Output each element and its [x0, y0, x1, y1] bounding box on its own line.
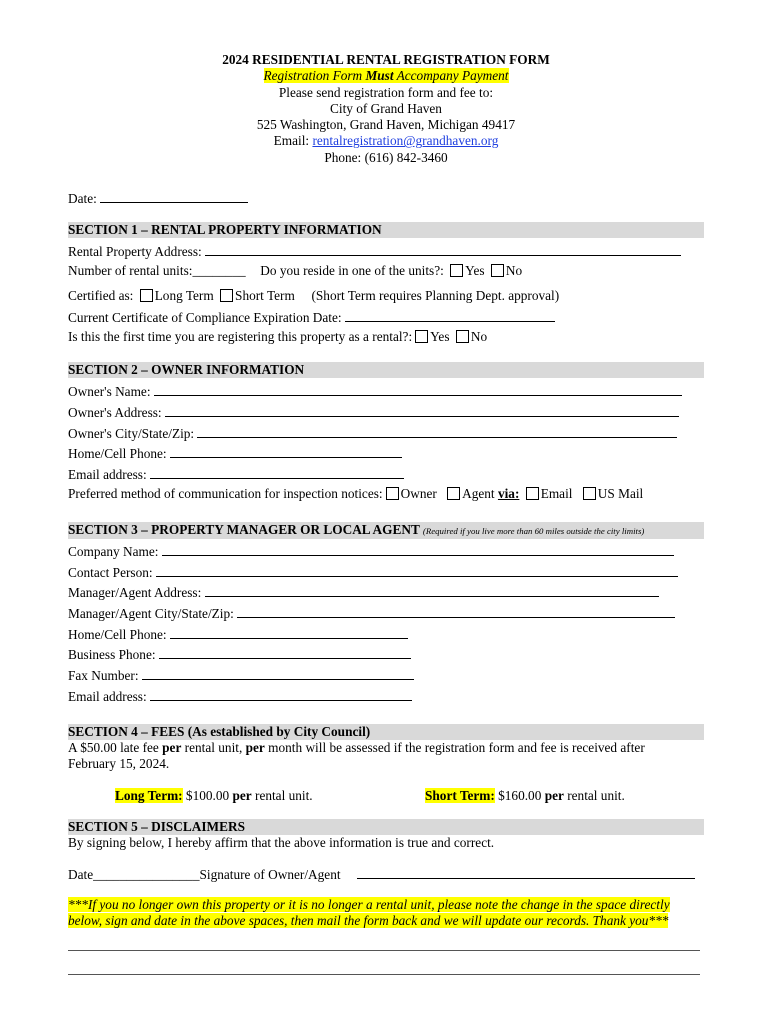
payment-note: Registration Form Must Accompany Payment — [263, 68, 509, 84]
section3-heading: SECTION 3 – PROPERTY MANAGER OR LOCAL AGENT (Required if you live more than 60 miles outside the city limits) — [68, 522, 704, 539]
contact-field[interactable] — [156, 564, 678, 577]
owner-address-row: Owner's Address: — [68, 404, 679, 421]
signature-field[interactable] — [357, 866, 695, 879]
owner-phone-field[interactable] — [170, 445, 402, 458]
reside-yes-checkbox[interactable] — [450, 264, 463, 277]
owner-csz-field[interactable] — [197, 425, 677, 438]
phone-line: Phone: (616) 842-3460 — [324, 149, 448, 165]
short-term-checkbox[interactable] — [220, 289, 233, 302]
cert-exp-row: Current Certificate of Compliance Expiration Date: — [68, 309, 555, 326]
owner-phone-row: Home/Cell Phone: — [68, 445, 402, 462]
contact-row: Contact Person: — [68, 564, 678, 581]
certified-row: Certified as: Long Term Short Term (Short Term requires Planning Dept. approval) — [68, 288, 560, 303]
short-term-note: (Short Term requires Planning Dept. approval) — [311, 288, 560, 303]
fax-field[interactable] — [142, 667, 414, 680]
late-fee-line2: February 15, 2024. — [68, 756, 170, 771]
agent-csz-row: Manager/Agent City/State/Zip: — [68, 605, 675, 622]
owner-address-field[interactable] — [165, 404, 679, 417]
date-row: Date: — [68, 190, 248, 207]
signature-row — [68, 866, 695, 883]
agent-csz-field[interactable] — [237, 605, 675, 618]
first-time-yes-checkbox[interactable] — [415, 330, 428, 343]
agent-phone-row: Home/Cell Phone: — [68, 626, 408, 643]
company-row: Company Name: — [68, 543, 674, 560]
agent-email-field[interactable] — [150, 688, 412, 701]
section1-heading: SECTION 1 – RENTAL PROPERTY INFORMATION — [68, 222, 704, 238]
long-term-checkbox[interactable] — [140, 289, 153, 302]
short-term-fee: Short Term: $160.00 per rental unit. — [425, 788, 625, 803]
date-field[interactable] — [100, 190, 248, 203]
rental-address-field[interactable] — [205, 243, 681, 256]
business-phone-row: Business Phone: — [68, 646, 411, 663]
signature-label: Date________________Signature of Owner/Agent — [68, 867, 341, 882]
company-field[interactable] — [162, 543, 674, 556]
units-label: Number of rental units:________ — [68, 263, 246, 278]
agent-address-row: Manager/Agent Address: — [68, 584, 659, 601]
section4-heading: SECTION 4 – FEES (As established by City Council) — [68, 724, 704, 740]
pref-usmail-checkbox[interactable] — [583, 487, 596, 500]
org-name: City of Grand Haven — [330, 100, 442, 116]
agent-address-field[interactable] — [205, 584, 659, 597]
reside-label: Do you reside in one of the units?: — [260, 263, 444, 278]
section3-note: (Required if you live more than 60 miles outside the city limits) — [422, 526, 645, 536]
section2-heading: SECTION 2 – OWNER INFORMATION — [68, 362, 704, 378]
owner-name-field[interactable] — [154, 383, 682, 396]
pref-comm-row: Preferred method of communication for inspection notices: Owner Agent via: Email US Mail — [68, 486, 644, 501]
owner-name-row: Owner's Name: — [68, 383, 682, 400]
units-row: Number of rental units:________ Do you reside in one of the units?: Yes No — [68, 263, 523, 278]
email-link[interactable]: rentalregistration@grandhaven.org — [312, 133, 499, 149]
late-fee-line1: A $50.00 late fee per rental unit, per month will be assessed if the registration form and fee is received after — [68, 740, 645, 755]
pref-agent-checkbox[interactable] — [447, 487, 460, 500]
change-line-2[interactable] — [68, 974, 700, 975]
form-header — [68, 52, 704, 166]
first-time-no-checkbox[interactable] — [456, 330, 469, 343]
agent-phone-field[interactable] — [170, 626, 408, 639]
notice-line1: ***If you no longer own this property or it is no longer a rental unit, please note the change in the space directly — [68, 897, 670, 912]
owner-email-row: Email address: — [68, 466, 404, 483]
agent-email-row: Email address: — [68, 688, 412, 705]
section5-heading: SECTION 5 – DISCLAIMERS — [68, 819, 704, 835]
change-line-1[interactable] — [68, 950, 700, 951]
rental-address-row: Rental Property Address: — [68, 243, 681, 260]
fax-row: Fax Number: — [68, 667, 414, 684]
send-to-text: Please send registration form and fee to: — [278, 84, 494, 100]
pref-owner-checkbox[interactable] — [386, 487, 399, 500]
owner-csz-row: Owner's City/State/Zip: — [68, 425, 677, 442]
pref-email-checkbox[interactable] — [526, 487, 539, 500]
affirm-text: By signing below, I hereby affirm that the above information is true and correct. — [68, 835, 495, 850]
email-line: Email: rentalregistration@grandhaven.org — [273, 133, 499, 149]
owner-email-field[interactable] — [150, 466, 404, 479]
long-term-fee: Long Term: $100.00 per rental unit. — [115, 788, 313, 803]
cert-exp-field[interactable] — [345, 309, 555, 322]
first-time-row: Is this the first time you are registering this property as a rental?: Yes No — [68, 329, 488, 344]
org-address: 525 Washington, Grand Haven, Michigan 49417 — [256, 117, 516, 133]
notice-line2: below, sign and date in the above spaces, then mail the form back and we will update our records. Thank you*** — [68, 913, 669, 928]
form-title: 2024 RESIDENTIAL RENTAL REGISTRATION FORM — [222, 52, 550, 67]
reside-no-checkbox[interactable] — [491, 264, 504, 277]
business-phone-field[interactable] — [159, 646, 411, 659]
